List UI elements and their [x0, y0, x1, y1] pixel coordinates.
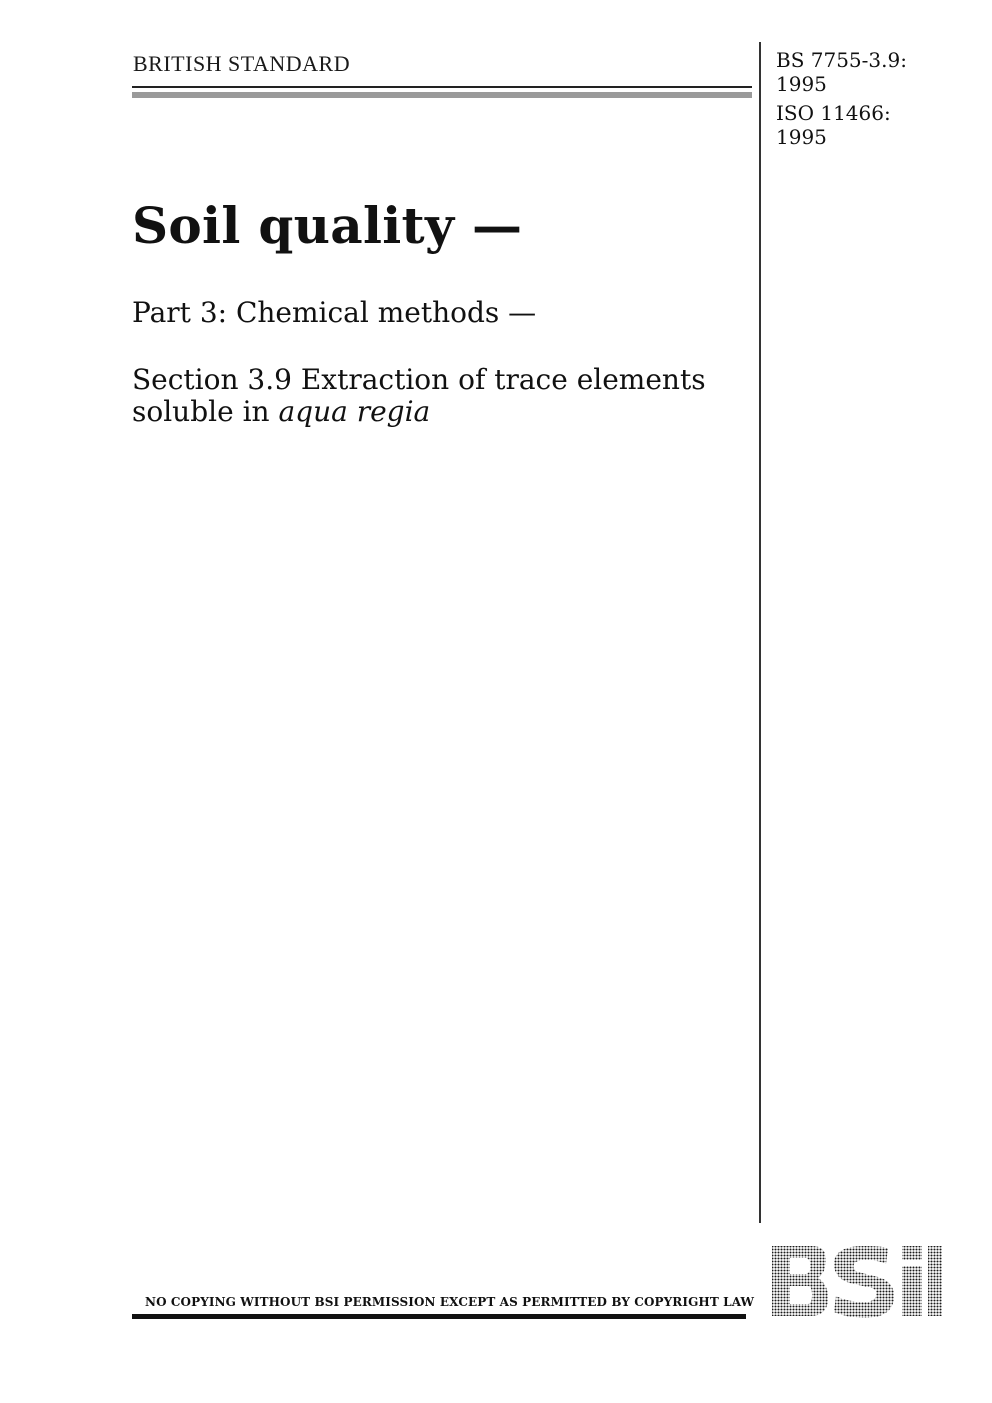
section-title [132, 364, 752, 428]
bs-standard-number [776, 48, 907, 96]
section-title-line2 [132, 396, 752, 428]
footer-rule [132, 1314, 746, 1319]
bs-year: 1995 [776, 72, 827, 96]
section-title-prefix: soluble in [132, 395, 279, 428]
part-title: Part 3: Chemical methods — [132, 296, 537, 329]
iso-standard-number [776, 101, 891, 149]
section-title-italic: aqua regia [278, 395, 431, 428]
header-rule-grey [132, 92, 752, 98]
copyright-notice: NO COPYING WITHOUT BSI PERMISSION EXCEPT AS PERMITTED BY COPYRIGHT LAW [145, 1295, 755, 1309]
header-rule-thin [132, 86, 752, 88]
document-series-label: BRITISH STANDARD [133, 51, 351, 76]
bs-number: BS 7755-3.9: [776, 48, 907, 72]
document-title: Soil quality — [132, 196, 523, 255]
section-title-line1: Section 3.9 Extraction of trace elements [132, 363, 706, 396]
bsi-logo [768, 1242, 946, 1320]
iso-number: ISO 11466: [776, 101, 891, 125]
margin-divider [759, 42, 761, 1223]
iso-year: 1995 [776, 125, 827, 149]
